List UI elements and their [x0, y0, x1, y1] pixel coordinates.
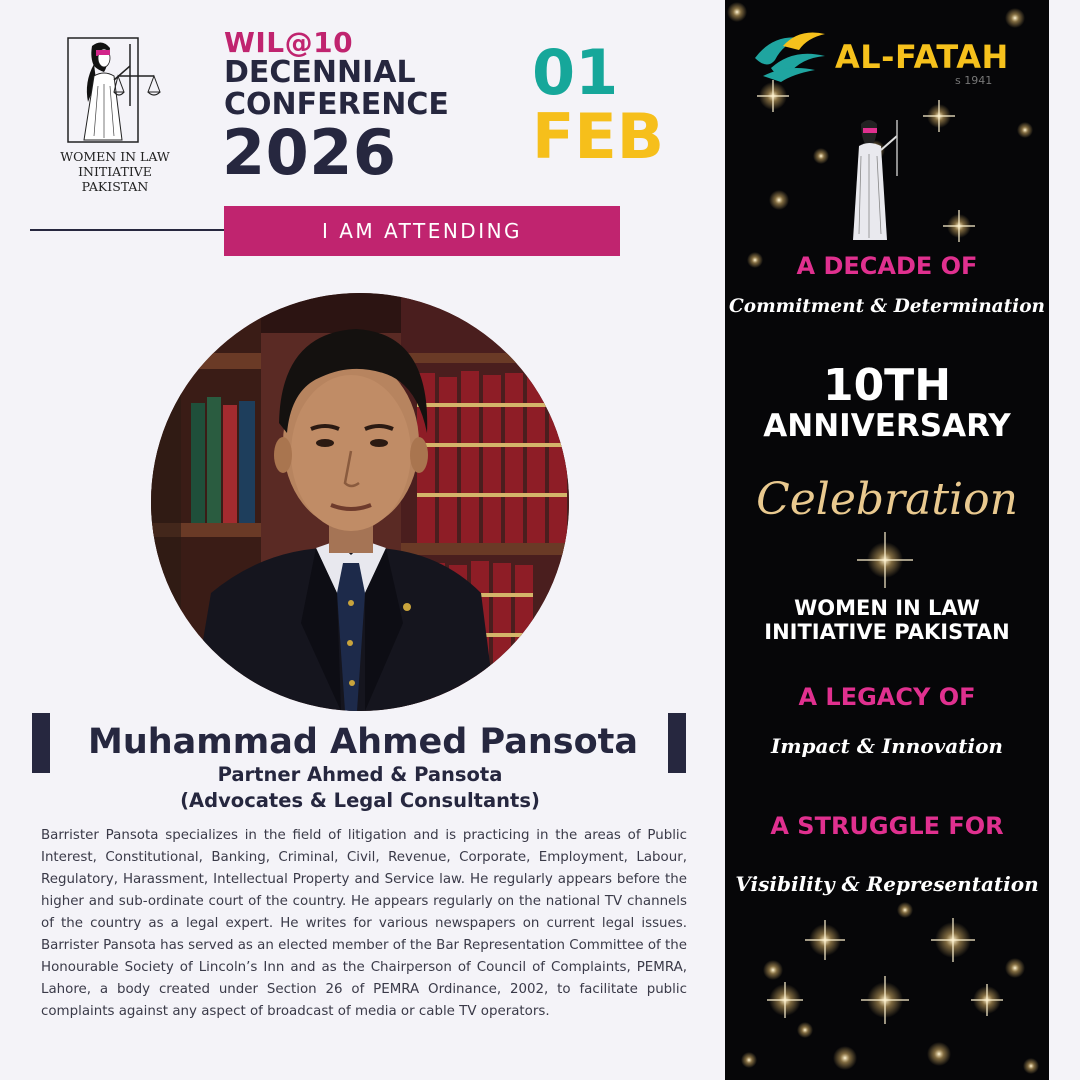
al-fatah-wordmark: AL-FATAH: [835, 38, 1009, 76]
speaker-photo: [151, 293, 569, 711]
event-title-line2: CONFERENCE: [224, 87, 449, 122]
al-fatah-logo-icon: [753, 24, 833, 84]
struggle-for-heading: A STRUGGLE FOR: [770, 812, 1004, 840]
al-fatah-since: s 1941: [955, 74, 993, 87]
speaker-name: Muhammad Ahmed Pansota: [87, 722, 638, 762]
speaker-bio: Barrister Pansota specializes in the field of litigation and is practicing in the areas of Public Interest, Constitutional, Banking, Criminal, Civil, Revenue, Corporate, Employment, Labour, Regulatory, Harassment, Intellectual Property and Service law. He regularly appears before the higher and sub-ordinate court of the country. He appears regularly on the national TV channels of the country as a legal expert. He writes for various newspapers on current legal issues. Barrister Pansota has served as an elected member of the Bar Representation Committee of the Honourable Society of Lincoln’s Inn and as the Chairperson of Council of Complaints, PEMRA, Lahore, a body created under Section 26 of PEMRA Ordinance, 2002, to facilitate public complaints against any aspect of broadcast of media or cable TV operators.: [41, 828, 687, 1019]
logo-text-line1: WOMEN IN LAW: [60, 149, 170, 164]
celebration-text: Celebration: [756, 474, 1018, 525]
anniversary-panel: [725, 0, 1049, 1080]
starfield-decoration: [725, 0, 1049, 1080]
wil-logo: [50, 36, 180, 194]
logo-text-line2: INITIATIVE PAKISTAN: [78, 164, 152, 194]
impact-text: Impact & Innovation: [771, 734, 1003, 758]
event-title-line1: DECENNIAL: [224, 55, 416, 90]
anniversary-heading: ANNIVERSARY: [763, 408, 1011, 444]
org-name-line2: INITIATIVE PAKISTAN: [764, 620, 1010, 644]
visibility-text: Visibility & Representation: [735, 872, 1039, 896]
event-tag: WIL@10: [224, 26, 354, 59]
org-name-line1: WOMEN IN LAW: [794, 596, 980, 620]
decade-of-heading: A DECADE OF: [796, 252, 978, 280]
event-year: 2026: [222, 116, 397, 189]
speaker-role-line2: (Advocates & Legal Consultants): [180, 789, 540, 812]
legacy-of-heading: A LEGACY OF: [798, 683, 976, 711]
header-divider: [30, 229, 226, 231]
lady-justice-icon: [64, 36, 164, 148]
tenth-heading: 10TH: [822, 360, 952, 411]
attending-banner: I AM ATTENDING: [224, 206, 620, 256]
lady-justice-figure: [853, 120, 897, 240]
speaker-role-line1: Partner Ahmed & Pansota: [217, 763, 503, 786]
event-day: 01: [532, 36, 619, 109]
commitment-text: Commitment & Determination: [729, 296, 1045, 317]
event-month: FEB: [532, 100, 664, 173]
